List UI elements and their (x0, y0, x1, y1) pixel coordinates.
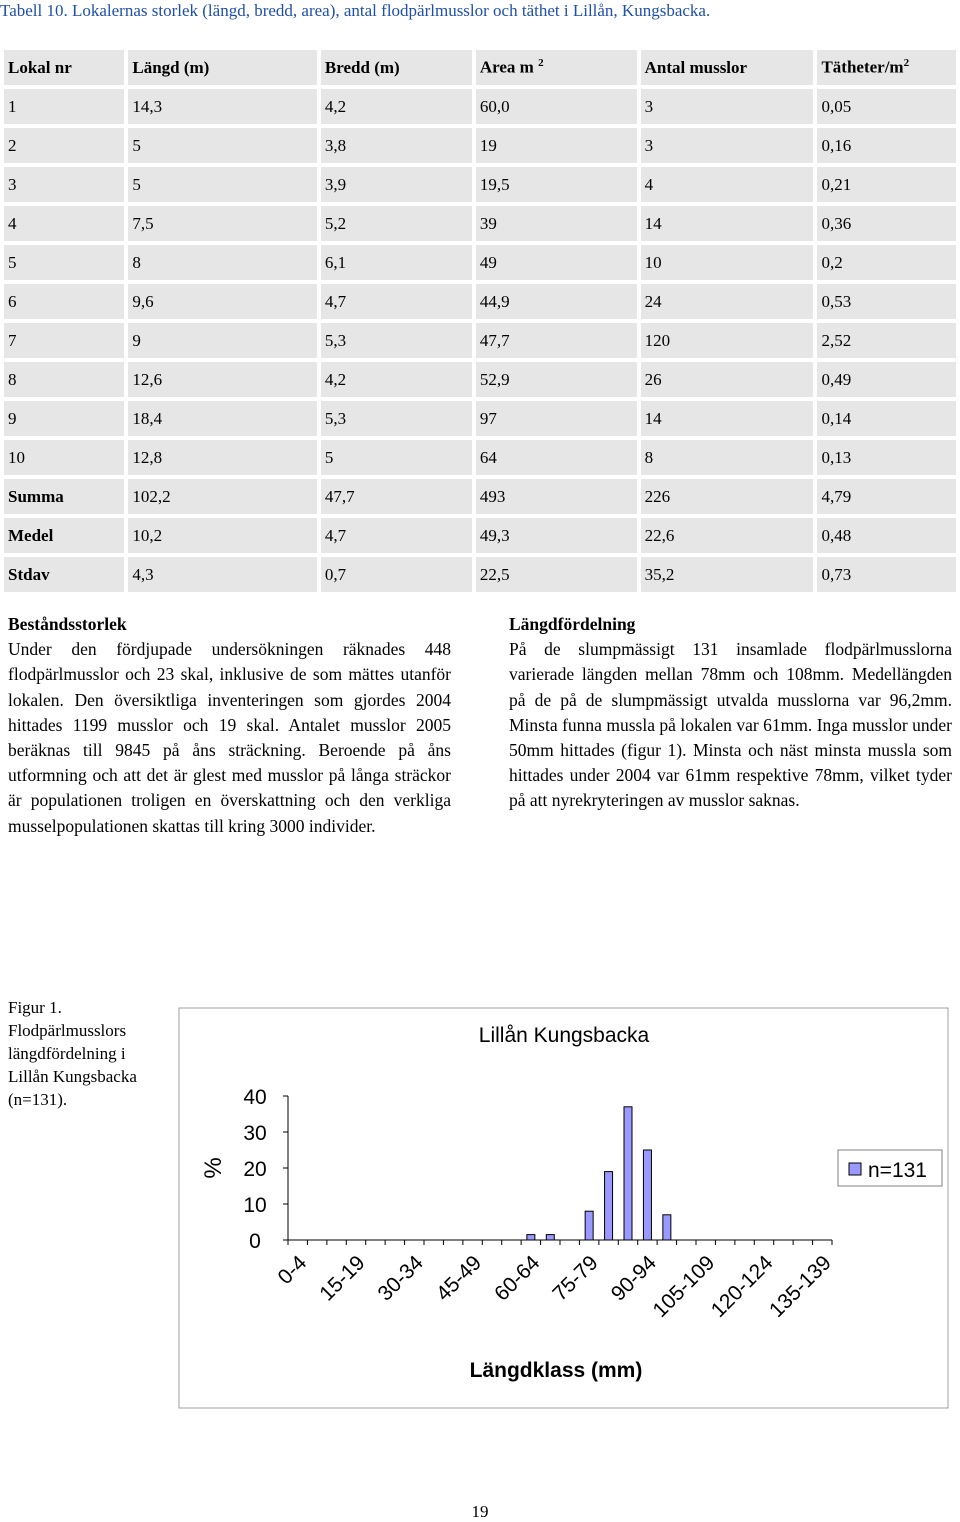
table-cell: 0,7 (321, 557, 472, 592)
row-label: Summa (4, 479, 124, 514)
table-cell: 14 (641, 401, 814, 436)
table-cell: 3,9 (321, 167, 472, 202)
table-cell: 226 (641, 479, 814, 514)
table-cell: 0,05 (817, 89, 956, 124)
table-cell: 3,8 (321, 128, 472, 163)
legend-label: n=131 (868, 1159, 927, 1182)
table-cell: 9 (128, 323, 317, 358)
table-cell: 14,3 (128, 89, 317, 124)
page-number: 19 (471, 1502, 489, 1521)
table-cell: 0,53 (817, 284, 956, 319)
table-cell: 0,16 (817, 128, 956, 163)
table-cell: 49 (476, 245, 637, 280)
table-cell: 120 (641, 323, 814, 358)
x-tick-label: 105-109 (648, 1251, 720, 1323)
table-cell: 64 (476, 440, 637, 475)
table-cell: 4,2 (321, 89, 472, 124)
table-cell: 102,2 (128, 479, 317, 514)
table-cell: 47,7 (321, 479, 472, 514)
row-label: 5 (4, 245, 124, 280)
chart-area (179, 1008, 948, 1408)
table-cell: 2,52 (817, 323, 956, 358)
y-tick-label: 40 (243, 1086, 267, 1109)
bar (546, 1235, 554, 1240)
x-tick-label: 75-79 (548, 1251, 603, 1306)
row-label: 2 (4, 128, 124, 163)
row-label: 4 (4, 206, 124, 241)
table-cell: 5,2 (321, 206, 472, 241)
table-cell: 9,6 (128, 284, 317, 319)
y-tick-label: 10 (243, 1194, 267, 1217)
table-cell: 4 (641, 167, 814, 202)
x-tick-label: 15-19 (315, 1251, 370, 1306)
table-cell: 5,3 (321, 401, 472, 436)
table-cell: 8 (641, 440, 814, 475)
x-tick-label: 0-4 (273, 1251, 312, 1290)
row-label: Medel (4, 518, 124, 553)
table-cell: 6,1 (321, 245, 472, 280)
bar (643, 1150, 651, 1240)
x-tick-label: 30-34 (373, 1251, 428, 1306)
table-cell: 24 (641, 284, 814, 319)
table-cell: 4,79 (817, 479, 956, 514)
table-cell: 0,14 (817, 401, 956, 436)
table-cell: 493 (476, 479, 637, 514)
table-cell: 0,49 (817, 362, 956, 397)
table-cell: 4,7 (321, 518, 472, 553)
table-cell: 49,3 (476, 518, 637, 553)
header-antal: Antal musslor (641, 50, 814, 85)
row-label: 8 (4, 362, 124, 397)
bar (663, 1215, 671, 1240)
table-cell: 5,3 (321, 323, 472, 358)
x-axis-label: Längdklass (mm) (469, 1359, 643, 1382)
bar (605, 1172, 613, 1240)
table-cell: 19,5 (476, 167, 637, 202)
table-cell: 5 (128, 167, 317, 202)
table-cell: 19 (476, 128, 637, 163)
table-cell: 52,9 (476, 362, 637, 397)
header-tathet: Tätheter/$m^2$ (817, 50, 956, 85)
table-cell: 4,7 (321, 284, 472, 319)
table-cell: 12,8 (128, 440, 317, 475)
table-cell: 12,6 (128, 362, 317, 397)
table-cell: 35,2 (641, 557, 814, 592)
x-tick-label: 60-64 (490, 1251, 545, 1306)
table-cell: 3 (641, 89, 814, 124)
x-tick-label: 90-94 (606, 1251, 661, 1306)
table-cell: 5 (128, 128, 317, 163)
header-area: Area m $^2$ (476, 50, 637, 85)
table-cell: 3 (641, 128, 814, 163)
x-tick-label: 135-139 (765, 1251, 836, 1323)
row-label: 10 (4, 440, 124, 475)
table-cell: 60,0 (476, 89, 637, 124)
table-cell: 0,21 (817, 167, 956, 202)
table-cell: 0,2 (817, 245, 956, 280)
table-cell: 0,73 (817, 557, 956, 592)
table-caption: Tabell 10. Lokalernas storlek (längd, bredd, area), antal flodpärlmusslor och täthet i Lillån, Kungsbacka. (0, 1, 711, 20)
figure-caption: Figur 1. Flodpärlmusslors längdfördelning i Lillån Kungsbacka (n=131). (8, 998, 137, 1109)
table-cell: 22,6 (641, 518, 814, 553)
section-body: Under den fördjupade undersökningen räknades 448 flodpärlmusslor och 23 skal, inklusive de som mättes utanför lokalen. Den översiktliga inventeringen som gjordes 2004 hittades 1199 musslor och 19 skal. Antalet musslor 2005 beräknas till 9845 på åns sträckning. Beroende på åns utformning och att det är glest med musslor på långa sträckor är populationen troligen en överskattning och den verkliga musselpopulationen skattas till kring 3000 individer. (8, 639, 451, 836)
table-cell: 39 (476, 206, 637, 241)
table-cell: 0,13 (817, 440, 956, 475)
table-cell: 44,9 (476, 284, 637, 319)
table-cell: 14 (641, 206, 814, 241)
bar (585, 1211, 593, 1240)
chart-title: Lillån Kungsbacka (478, 1024, 650, 1047)
y-axis-label: % (200, 1157, 227, 1179)
y-tick-label: 20 (243, 1158, 267, 1181)
row-label: Stdav (4, 557, 124, 592)
table-cell: 0,48 (817, 518, 956, 553)
table-cell: 4,3 (128, 557, 317, 592)
header-langd: Längd (m) (128, 50, 317, 85)
bar (624, 1107, 632, 1240)
y-tick-label: 30 (243, 1122, 267, 1145)
header-lokal: Lokal nr (4, 50, 124, 85)
table-cell: 47,7 (476, 323, 637, 358)
table-cell: 18,4 (128, 401, 317, 436)
table-cell: 10 (641, 245, 814, 280)
table-cell: 0,36 (817, 206, 956, 241)
header-bredd: Bredd (m) (321, 50, 472, 85)
y-tick-label: 0 (249, 1230, 261, 1253)
x-tick-label: 45-49 (431, 1251, 487, 1306)
table-cell: 5 (321, 440, 472, 475)
row-label: 9 (4, 401, 124, 436)
row-label: 3 (4, 167, 124, 202)
section-heading: Beståndsstorlek (8, 614, 127, 634)
row-label: 6 (4, 284, 124, 319)
table-cell: 22,5 (476, 557, 637, 592)
table-cell: 10,2 (128, 518, 317, 553)
table-cell: 4,2 (321, 362, 472, 397)
bar (527, 1235, 535, 1240)
table-cell: 97 (476, 401, 637, 436)
legend-swatch (849, 1163, 861, 1175)
table-cell: 8 (128, 245, 317, 280)
section-body: På de slumpmässigt 131 insamlade flodpärlmusslorna varierade längden mellan 78mm och 108mm. Medellängden på de på de slumpmässigt utvalda musslorna var 96,2mm. Minsta funna mussla på lokalen var 61mm. Inga musslor under 50mm hittades (figur 1). Minsta och näst minsta mussla som hittades under 2004 var 61mm respektive 78mm, vilket tyder på att nyrekryteringen av musslor saknas. (509, 639, 952, 811)
row-label: 7 (4, 323, 124, 358)
table-cell: 7,5 (128, 206, 317, 241)
row-label: 1 (4, 89, 124, 124)
table-cell: 26 (641, 362, 814, 397)
section-heading: Längdfördelning (509, 614, 636, 634)
x-tick-label: 120-124 (706, 1251, 778, 1323)
